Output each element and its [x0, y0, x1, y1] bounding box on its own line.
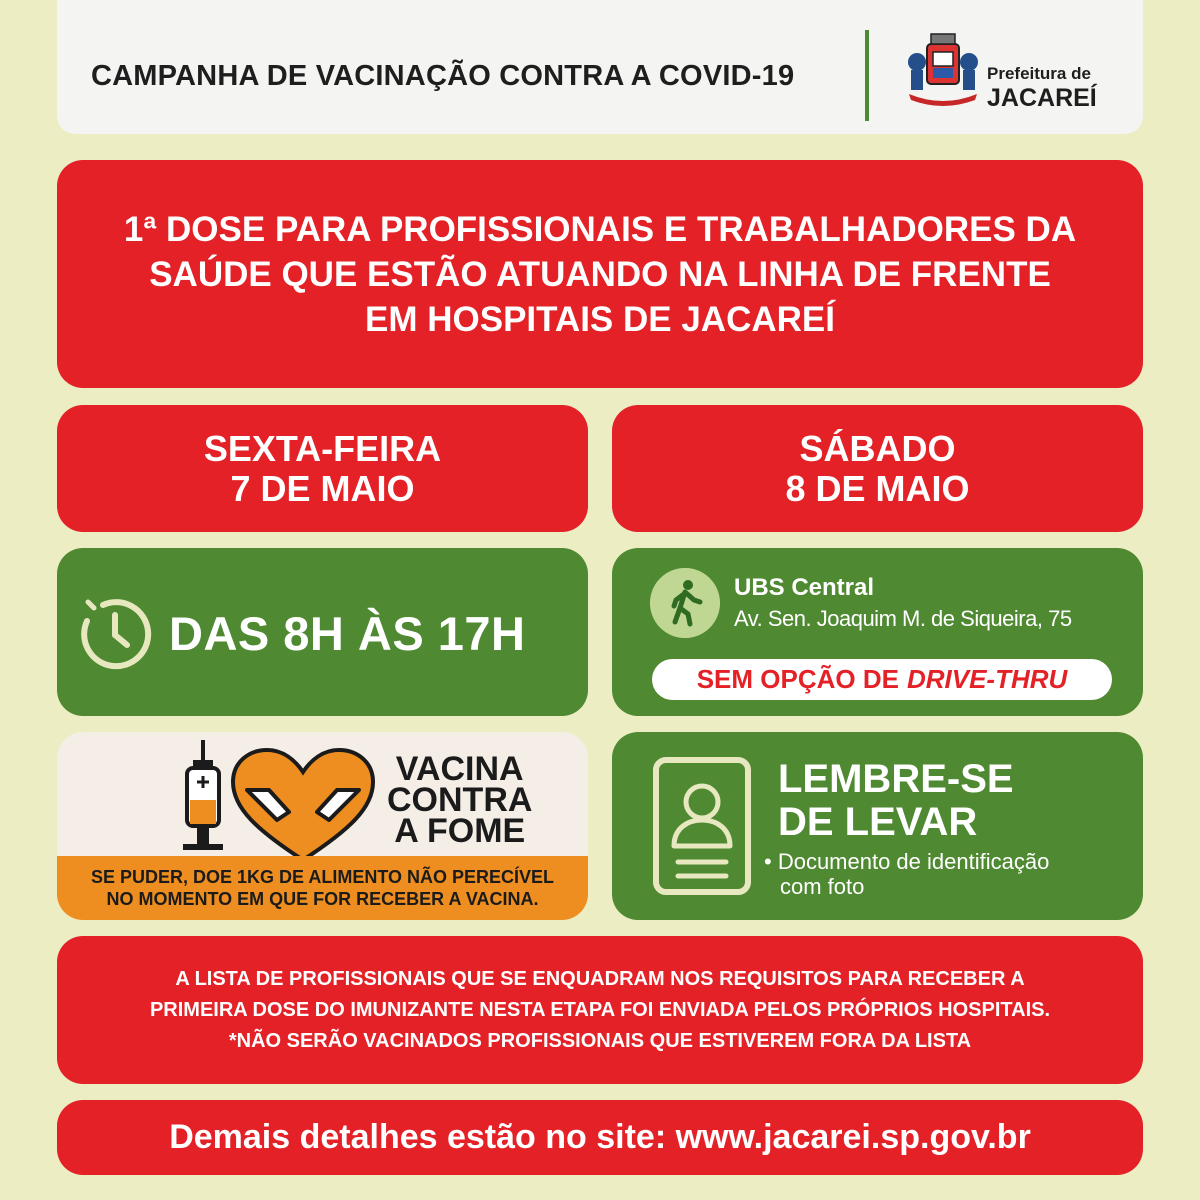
no-drive-thru-badge [652, 659, 1112, 700]
headline-line: 1ª DOSE PARA PROFISSIONAIS E TRABALHADORES DA [123, 209, 1077, 249]
remember-item-line: com foto [780, 874, 865, 899]
logo-text-city: JACAREÍ [987, 84, 1097, 112]
location-address: Av. Sen. Joaquim M. de Siqueira, 75 [734, 606, 1072, 631]
food-donation-note [57, 856, 588, 920]
pedestrian-icon [650, 568, 720, 638]
footer-text: Demais detalhes estão no site: www.jacarei.sp.gov.br [169, 1118, 1031, 1156]
day-card-friday [57, 405, 588, 532]
footer-website [57, 1100, 1143, 1175]
notice-card [57, 936, 1143, 1084]
day-date: 8 DE MAIO [785, 467, 970, 509]
header-bar [57, 0, 1143, 134]
logo-text-prefeitura: Prefeitura de [987, 64, 1091, 83]
food-note-line: NO MOMENTO EM QUE FOR RECEBER A VACINA. [106, 889, 539, 909]
remember-title-line: DE LEVAR [778, 800, 978, 844]
id-card-icon [652, 756, 752, 896]
food-donation-card [57, 732, 588, 920]
food-title-line: A FOME [394, 812, 526, 850]
location-card [612, 548, 1143, 716]
day-card-saturday [612, 405, 1143, 532]
food-title-line: CONTRA [387, 781, 533, 819]
remember-title [778, 758, 1014, 844]
remember-item-line: • Documento de identificação [764, 849, 1050, 874]
notice-line: *NÃO SERÃO VACINADOS PROFISSIONAIS QUE ESTIVEREM FORA DA LISTA [228, 1029, 972, 1052]
day-date: 7 DE MAIO [230, 467, 415, 509]
notice-line: A LISTA DE PROFISSIONAIS QUE SE ENQUADRAM NOS REQUISITOS PARA RECEBER A [175, 967, 1025, 990]
day-weekday: SÁBADO [799, 427, 956, 469]
syringe-heart-icons [177, 738, 387, 870]
food-campaign-title [387, 750, 533, 850]
clock-icon [77, 595, 153, 671]
drive-thru-prefix: SEM OPÇÃO DE [696, 664, 899, 694]
headline-line: EM HOSPITAIS DE JACAREÍ [365, 299, 835, 339]
heart-hands-icon [233, 750, 373, 860]
campaign-title: CAMPANHA DE VACINAÇÃO CONTRA A COVID-19 [91, 60, 795, 92]
hours-card [57, 548, 588, 716]
remember-title-line: LEMBRE-SE [778, 757, 1014, 801]
drive-thru-emphasis: DRIVE-THRU [906, 664, 1068, 694]
headline-line: SAÚDE QUE ESTÃO ATUANDO NA LINHA DE FRENTE [149, 254, 1051, 294]
location-name: UBS Central [734, 574, 875, 601]
remember-item [764, 849, 1049, 899]
header-divider [865, 30, 869, 121]
food-title-line: VACINA [395, 750, 524, 788]
food-note-line: SE PUDER, DOE 1KG DE ALIMENTO NÃO PERECÍVEL [90, 867, 555, 887]
day-weekday: SEXTA-FEIRA [203, 427, 442, 469]
remember-card [612, 732, 1143, 920]
city-crest-icon [903, 28, 983, 108]
hours-text: DAS 8H ÀS 17H [169, 607, 526, 660]
syringe-icon [183, 740, 223, 850]
notice-line: PRIMEIRA DOSE DO IMUNIZANTE NESTA ETAPA FOI ENVIADA PELOS PRÓPRIOS HOSPITAIS. [149, 998, 1051, 1021]
headline-card [57, 160, 1143, 388]
